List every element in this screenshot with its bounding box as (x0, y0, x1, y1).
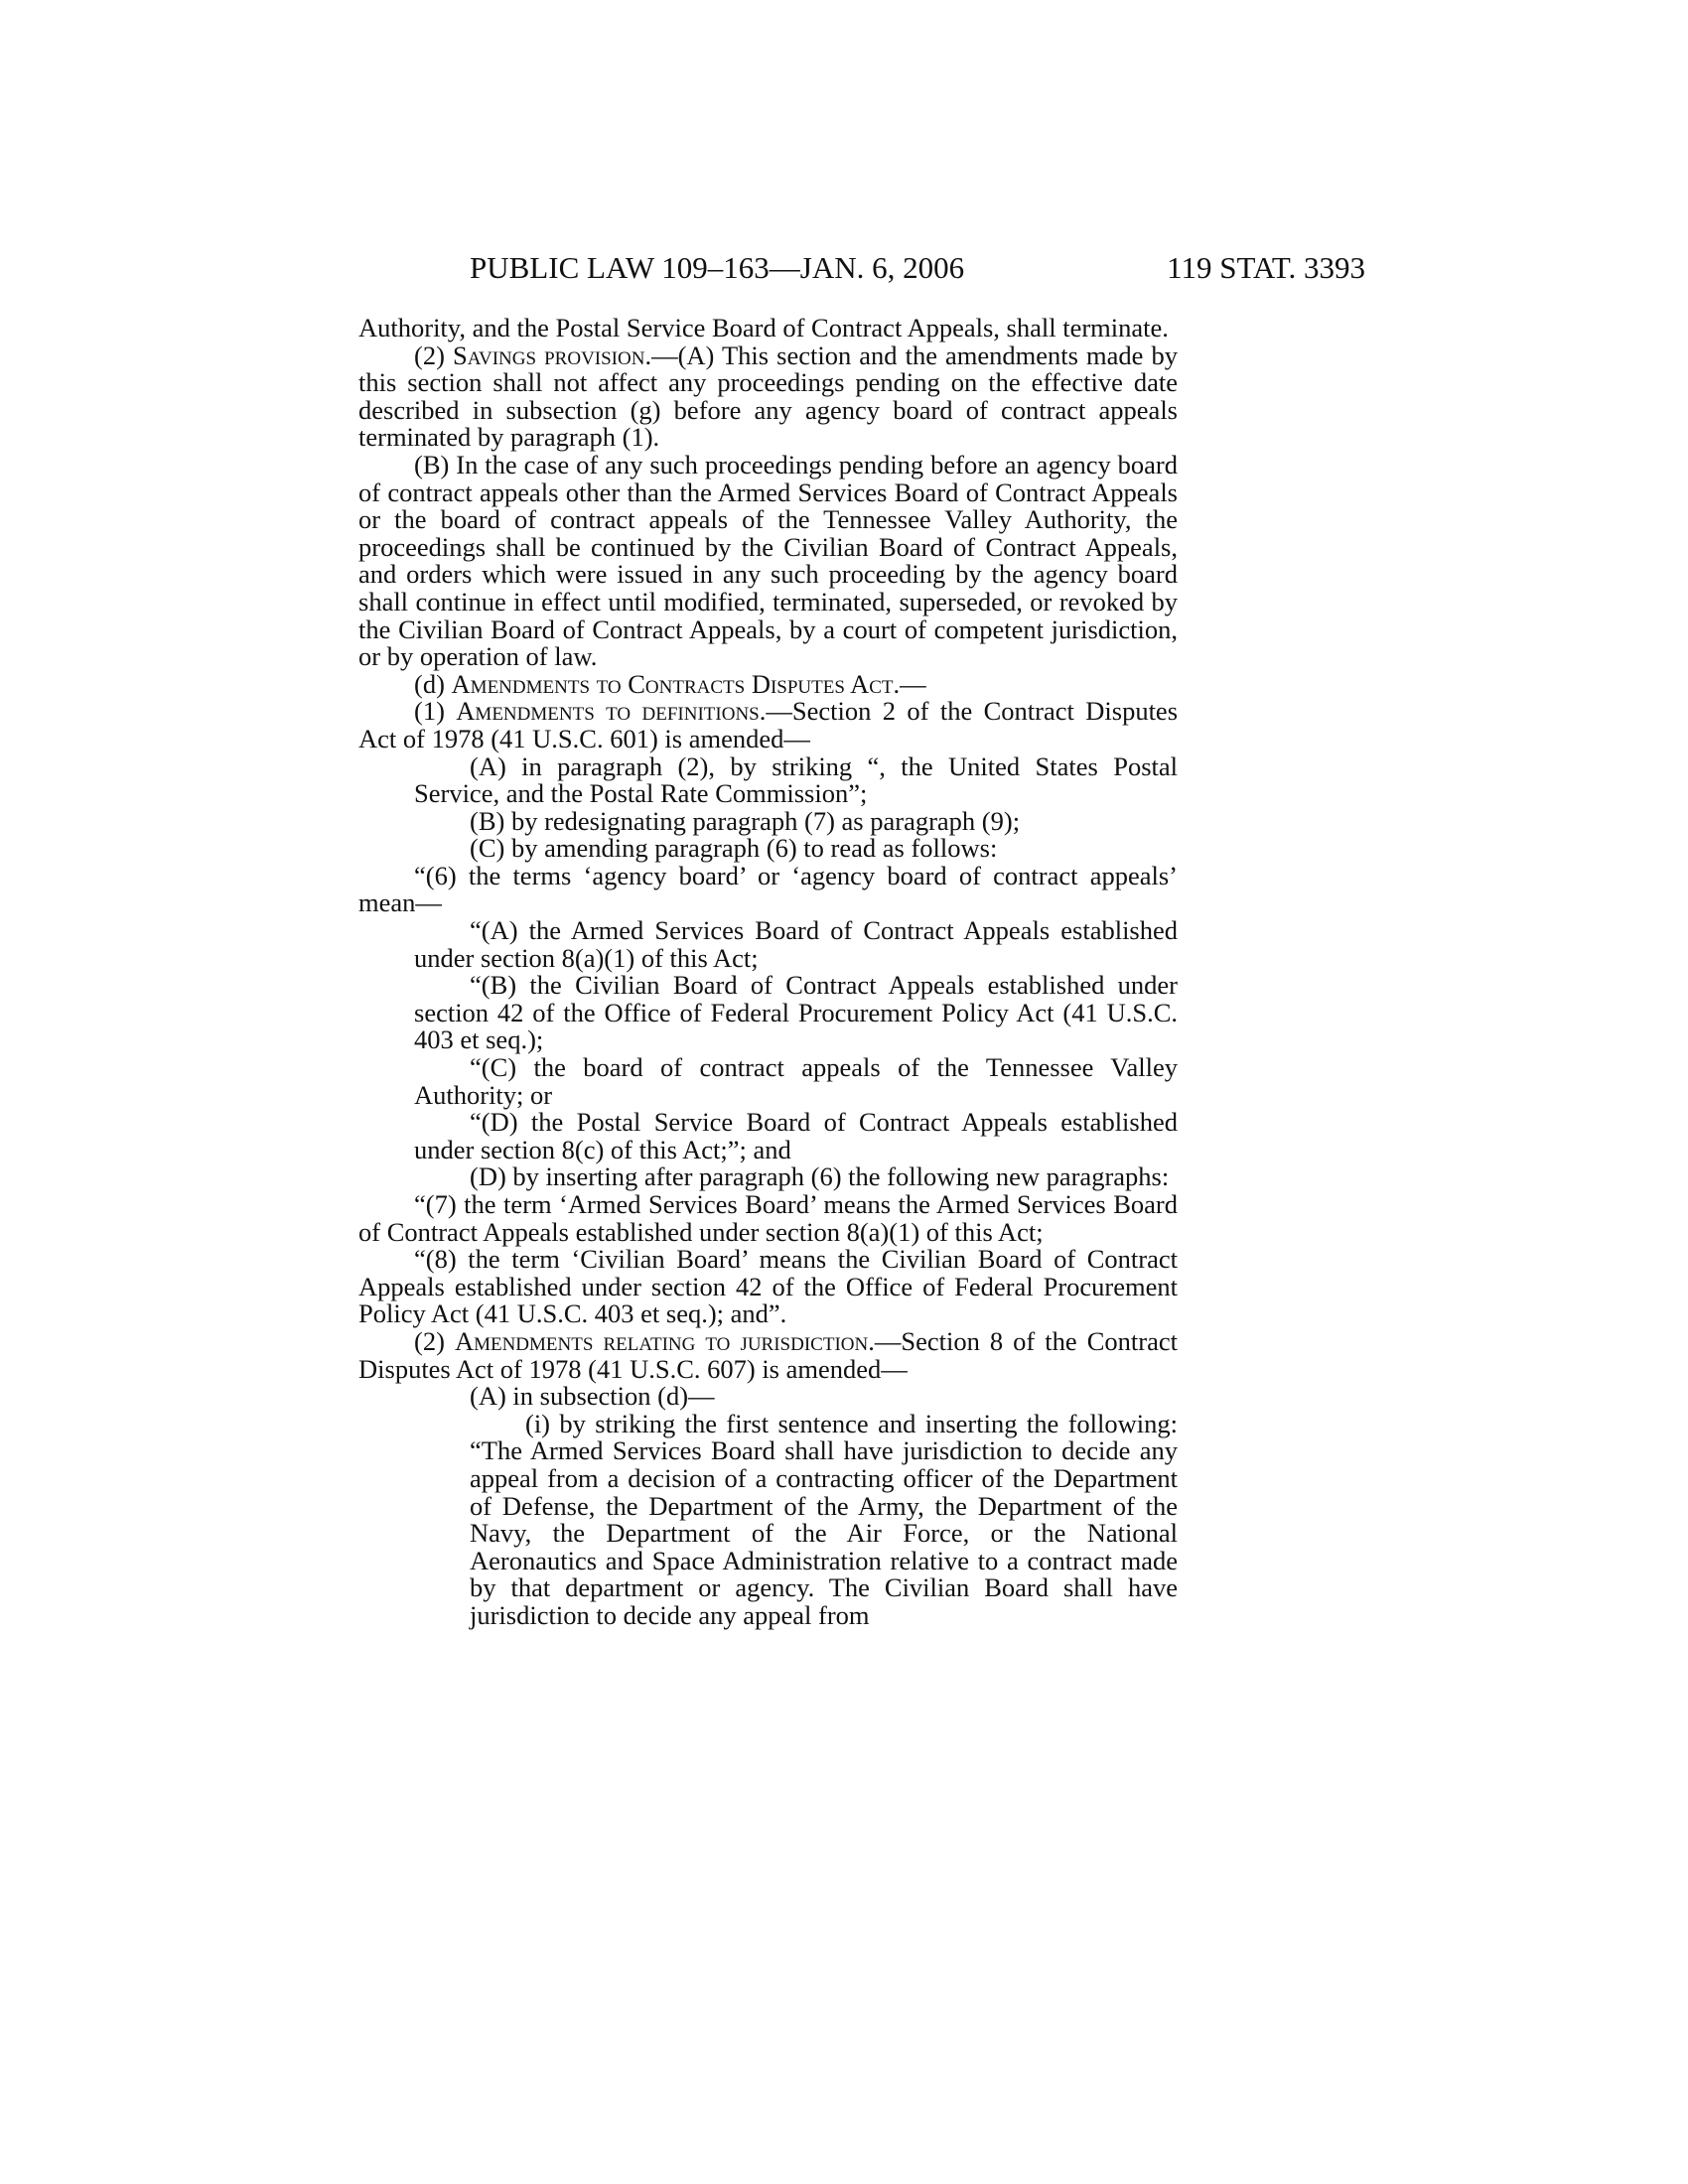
quoted-paragraph-8: “(8) the term ‘Civilian Board’ means the Civilian Board of Contract Appeals established under section 42 of the Office of Federal Procurement Policy Act (41 U.S.C. 403 et seq.); and”. (358, 1244, 1178, 1329)
running-header-title: PUBLIC LAW 109–163—JAN. 6, 2006 (470, 250, 965, 285)
paragraph-text: .—(A) This section and the amendments made by this section shall not affect any proceedings pending on the effective date described in subsection (g) before any agency board of contract appeals terminated by paragraph (1). (358, 340, 1178, 453)
paragraph-pending-proceedings: (B) In the case of any such proceedings pending before an agency board of contract appeals other than the Armed Services Board of Contract Appeals or the board of contract appeals of the Tennessee Valley Authority, the proceedings shall be continued by the Civilian Board of Contract Appeals, and orders which were issued in any such proceeding by the agency board shall continue in effect until modified, terminated, superseded, or revoked by the Civilian Board of Contract Appeals, by a court of competent jurisdiction, or by operation of law. (358, 449, 1178, 672)
paragraph-heading: Savings provision (452, 340, 645, 370)
subsection-dash: .— (893, 668, 926, 699)
subsection-number: (d) (414, 668, 452, 699)
quoted-subparagraph-d: “(D) the Postal Service Board of Contract Appeals established under section 8(c) of this Act;”; and (414, 1107, 1178, 1164)
paragraph-amendments-definitions (358, 698, 1178, 752)
subsection-d-heading (358, 668, 1178, 699)
paragraph-number: (2) (414, 1325, 455, 1356)
subparagraph-d-inserting: (D) by inserting after paragraph (6) the following new paragraphs: (470, 1161, 1170, 1192)
paragraph-text: .—Section 8 of the Contract Disputes Act of 1978 (41 U.S.C. 607) is amended— (358, 1325, 1178, 1384)
paragraph-amendments-jurisdiction (358, 1325, 1178, 1384)
paragraph-authority-terminate: Authority, and the Postal Service Board of Contract Appeals, shall terminate. (358, 313, 1169, 342)
subparagraph-a-subsection-d: (A) in subsection (d)— (470, 1381, 715, 1412)
quoted-subparagraph-c: “(C) the board of contract appeals of the Tennessee Valley Authority; or (414, 1052, 1178, 1110)
quoted-paragraph-6: “(6) the terms ‘agency board’ or ‘agency board of contract appeals’ mean— (358, 860, 1178, 918)
statute-text (358, 315, 1178, 1630)
paragraph-number: (1) (414, 696, 457, 727)
subparagraph-a-striking: (A) in paragraph (2), by striking “, the United States Postal Service, and the Postal Rate Commission”; (414, 751, 1178, 809)
subparagraph-c-amending: (C) by amending paragraph (6) to read as follows: (470, 833, 998, 864)
paragraph-heading: Amendments to definitions (456, 696, 760, 727)
quoted-paragraph-7: “(7) the term ‘Armed Services Board’ means the Armed Services Board of Contract Appeals established under section 8(a)(1) of this Act; (358, 1189, 1178, 1247)
paragraph-heading: Amendments relating to jurisdiction (454, 1325, 869, 1356)
paragraph-text: .—Section 2 of the Contract Disputes Act of 1978 (41 U.S.C. 601) is amended— (358, 696, 1179, 753)
subsection-heading: Amendments to Contracts Disputes Act (451, 668, 894, 699)
subparagraph-b-redesignating: (B) by redesignating paragraph (7) as paragraph (9); (470, 805, 1021, 836)
paragraph-savings-provision (358, 342, 1178, 452)
clause-i-striking-first-sentence: (i) by striking the first sentence and inserting the following: “The Armed Services Board shall have jurisdiction to decide any appeal from a decision of a contracting officer of the Department of Defense, the Department of the Army, the Department of the Navy, the Department of the Air Force, or the National Aeronautics and Space Administration relative to a contract made by that department or agency. The Civilian Board shall have jurisdiction to decide any appeal from (470, 1408, 1178, 1630)
paragraph-number: (2) (414, 340, 453, 370)
quoted-subparagraph-b: “(B) the Civilian Board of Contract Appeals established under section 42 of the Office of Federal Procurement Policy Act (41 U.S.C. 403 et seq.); (414, 970, 1178, 1055)
quoted-subparagraph-a: “(A) the Armed Services Board of Contract Appeals established under section 8(a)(1) of this Act; (414, 915, 1178, 973)
running-header-stat-page: 119 STAT. 3393 (1167, 250, 1365, 285)
